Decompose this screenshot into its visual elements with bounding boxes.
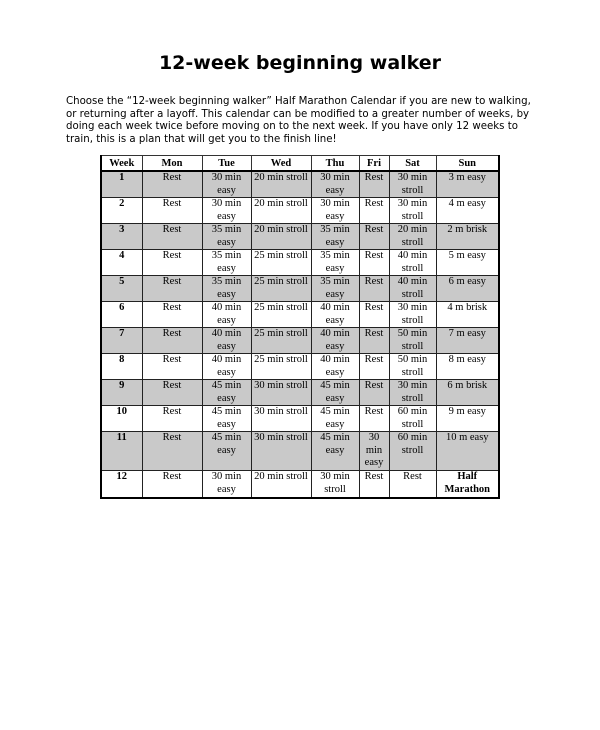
- cell-mon: Rest: [142, 224, 202, 250]
- cell-wed: 25 min stroll: [251, 354, 311, 380]
- header-fri: Fri: [359, 156, 389, 172]
- table-row: [101, 171, 499, 198]
- cell-thu: 35 min easy: [311, 276, 359, 302]
- cell-wed: 25 min stroll: [251, 302, 311, 328]
- cell-fri: Rest: [359, 406, 389, 432]
- cell-mon: Rest: [142, 432, 202, 471]
- cell-fri: Rest: [359, 171, 389, 198]
- table-row: [101, 471, 499, 498]
- cell-fri: Rest: [359, 224, 389, 250]
- cell-sat: 60 min stroll: [389, 432, 436, 471]
- cell-sat: 30 min stroll: [389, 302, 436, 328]
- cell-thu: 30 min stroll: [311, 471, 359, 498]
- table-row: [101, 302, 499, 328]
- table-row: [101, 224, 499, 250]
- cell-wed: 30 min stroll: [251, 406, 311, 432]
- cell-week: 7: [101, 328, 142, 354]
- cell-wed: 25 min stroll: [251, 250, 311, 276]
- cell-fri: Rest: [359, 250, 389, 276]
- cell-mon: Rest: [142, 198, 202, 224]
- cell-wed: 30 min stroll: [251, 432, 311, 471]
- header-sun: Sun: [436, 156, 499, 172]
- cell-mon: Rest: [142, 380, 202, 406]
- cell-thu: 45 min easy: [311, 406, 359, 432]
- cell-sun: 8 m easy: [436, 354, 499, 380]
- cell-thu: 35 min easy: [311, 224, 359, 250]
- cell-fri: Rest: [359, 380, 389, 406]
- cell-thu: 40 min easy: [311, 354, 359, 380]
- header-wed: Wed: [251, 156, 311, 172]
- cell-wed: 20 min stroll: [251, 171, 311, 198]
- cell-sun: 6 m easy: [436, 276, 499, 302]
- cell-sat: 30 min stroll: [389, 380, 436, 406]
- table-row: [101, 432, 499, 471]
- header-week: Week: [101, 156, 142, 172]
- cell-tue: 35 min easy: [202, 250, 251, 276]
- cell-mon: Rest: [142, 328, 202, 354]
- cell-sat: 40 min stroll: [389, 250, 436, 276]
- cell-sun: 9 m easy: [436, 406, 499, 432]
- header-mon: Mon: [142, 156, 202, 172]
- header-row: [101, 156, 499, 172]
- cell-tue: 30 min easy: [202, 471, 251, 498]
- cell-wed: 20 min stroll: [251, 198, 311, 224]
- cell-mon: Rest: [142, 250, 202, 276]
- cell-week: 2: [101, 198, 142, 224]
- cell-sun: 6 m brisk: [436, 380, 499, 406]
- table-row: [101, 250, 499, 276]
- table-body: [101, 171, 499, 498]
- cell-wed: 20 min stroll: [251, 471, 311, 498]
- cell-tue: 40 min easy: [202, 302, 251, 328]
- cell-fri: Rest: [359, 328, 389, 354]
- cell-mon: Rest: [142, 406, 202, 432]
- cell-sat: 50 min stroll: [389, 328, 436, 354]
- header-tue: Tue: [202, 156, 251, 172]
- cell-mon: Rest: [142, 354, 202, 380]
- cell-fri: Rest: [359, 198, 389, 224]
- header-sat: Sat: [389, 156, 436, 172]
- page-title: 12-week beginning walker: [158, 52, 442, 74]
- cell-tue: 45 min easy: [202, 380, 251, 406]
- cell-thu: 40 min easy: [311, 328, 359, 354]
- cell-tue: 35 min easy: [202, 224, 251, 250]
- intro-paragraph: Choose the “12-week beginning walker” Half Marathon Calendar if you are new to walking, or returning after a layoff. This calendar can be modified to a greater number of weeks, by doing each week twice before moving on to the next week. If you have only 12 weeks to train, this is a plan that will get you to the finish line!: [66, 96, 531, 145]
- cell-sat: 30 min stroll: [389, 171, 436, 198]
- cell-week: 8: [101, 354, 142, 380]
- cell-sat: 30 min stroll: [389, 198, 436, 224]
- cell-thu: 45 min easy: [311, 432, 359, 471]
- cell-tue: 30 min easy: [202, 198, 251, 224]
- table-row: [101, 328, 499, 354]
- cell-thu: 40 min easy: [311, 302, 359, 328]
- cell-thu: 30 min easy: [311, 198, 359, 224]
- cell-sun: 5 m easy: [436, 250, 499, 276]
- cell-week: 12: [101, 471, 142, 498]
- cell-sun: 10 m easy: [436, 432, 499, 471]
- table-row: [101, 276, 499, 302]
- cell-fri: 30 min easy: [359, 432, 389, 471]
- cell-week: 6: [101, 302, 142, 328]
- cell-week: 3: [101, 224, 142, 250]
- cell-tue: 45 min easy: [202, 406, 251, 432]
- cell-wed: 25 min stroll: [251, 276, 311, 302]
- cell-thu: 35 min easy: [311, 250, 359, 276]
- cell-week: 1: [101, 171, 142, 198]
- cell-sun: Half Marathon: [436, 471, 499, 498]
- cell-mon: Rest: [142, 471, 202, 498]
- cell-fri: Rest: [359, 354, 389, 380]
- cell-sun: 7 m easy: [436, 328, 499, 354]
- table-row: [101, 198, 499, 224]
- cell-tue: 35 min easy: [202, 276, 251, 302]
- cell-week: 10: [101, 406, 142, 432]
- cell-wed: 20 min stroll: [251, 224, 311, 250]
- cell-mon: Rest: [142, 302, 202, 328]
- training-calendar-table: [100, 155, 500, 499]
- cell-mon: Rest: [142, 276, 202, 302]
- cell-tue: 40 min easy: [202, 354, 251, 380]
- cell-fri: Rest: [359, 276, 389, 302]
- cell-sun: 4 m brisk: [436, 302, 499, 328]
- cell-sat: 60 min stroll: [389, 406, 436, 432]
- cell-sat: 20 min stroll: [389, 224, 436, 250]
- table-row: [101, 380, 499, 406]
- table-row: [101, 354, 499, 380]
- cell-sat: 50 min stroll: [389, 354, 436, 380]
- cell-sat: Rest: [389, 471, 436, 498]
- table-row: [101, 406, 499, 432]
- cell-tue: 40 min easy: [202, 328, 251, 354]
- cell-week: 9: [101, 380, 142, 406]
- cell-thu: 30 min easy: [311, 171, 359, 198]
- cell-sun: 3 m easy: [436, 171, 499, 198]
- cell-sat: 40 min stroll: [389, 276, 436, 302]
- header-thu: Thu: [311, 156, 359, 172]
- cell-week: 11: [101, 432, 142, 471]
- cell-week: 4: [101, 250, 142, 276]
- cell-thu: 45 min easy: [311, 380, 359, 406]
- cell-wed: 25 min stroll: [251, 328, 311, 354]
- cell-wed: 30 min stroll: [251, 380, 311, 406]
- cell-sun: 2 m brisk: [436, 224, 499, 250]
- cell-mon: Rest: [142, 171, 202, 198]
- cell-sun: 4 m easy: [436, 198, 499, 224]
- cell-week: 5: [101, 276, 142, 302]
- cell-tue: 30 min easy: [202, 171, 251, 198]
- cell-fri: Rest: [359, 471, 389, 498]
- cell-tue: 45 min easy: [202, 432, 251, 471]
- cell-fri: Rest: [359, 302, 389, 328]
